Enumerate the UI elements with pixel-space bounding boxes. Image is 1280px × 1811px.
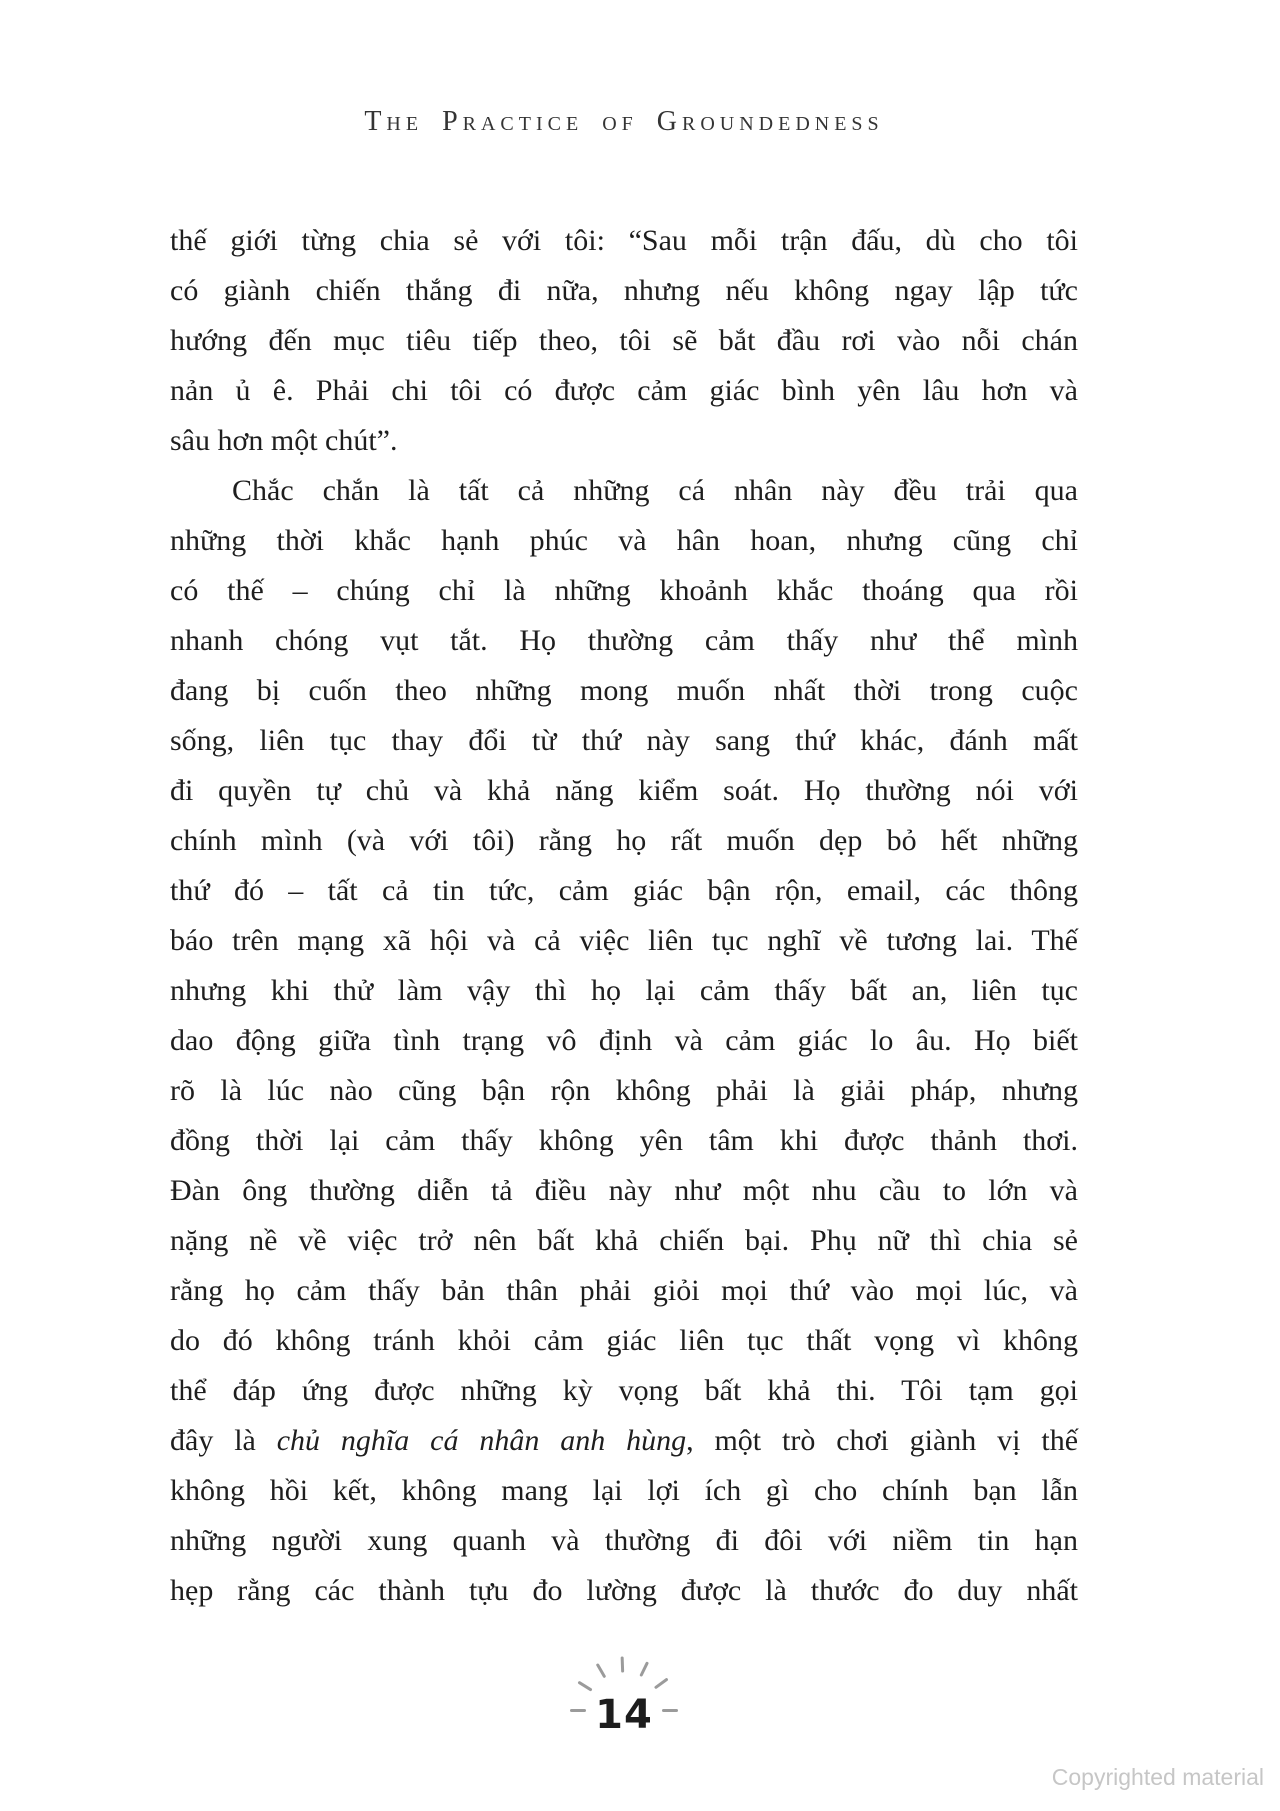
- page-number-ornament: [539, 1642, 709, 1738]
- text-line: nhanh chóng vụt tắt. Họ thường cảm thấy như thể mình: [170, 624, 1078, 657]
- text-line: sống, liên tục thay đổi từ thứ này sang thứ khác, đánh mất: [170, 724, 1078, 757]
- ray-tick: [621, 1656, 625, 1672]
- ray-tick: [596, 1662, 607, 1677]
- text-line: rõ là lúc nào cũng bận rộn không phải là giải pháp, nhưng: [170, 1074, 1078, 1107]
- text-line: thứ đó – tất cả tin tức, cảm giác bận rộn, email, các thông: [170, 874, 1078, 907]
- ray-tick: [662, 1709, 678, 1712]
- paragraph-1: [170, 216, 1078, 466]
- italic-phrase: chủ nghĩa cá nhân anh hùng: [276, 1424, 687, 1457]
- text-line: báo trên mạng xã hội và cả việc liên tục nghĩ về tương lai. Thế: [170, 924, 1078, 957]
- text-segment: đây là: [170, 1424, 277, 1457]
- text-line: hướng đến mục tiêu tiếp theo, tôi sẽ bắt đầu rơi vào nỗi chán: [170, 324, 1078, 357]
- text-line: hẹp rằng các thành tựu đo lường được là thước đo duy nhất: [170, 1574, 1078, 1607]
- text-line: nản ủ ê. Phải chi tôi có được cảm giác bình yên lâu hơn và: [170, 374, 1078, 407]
- text-line: những người xung quanh và thường đi đôi với niềm tin hạn: [170, 1524, 1078, 1557]
- page-body: [170, 216, 1078, 1616]
- ray-tick: [654, 1677, 669, 1689]
- text-line: những thời khắc hạnh phúc và hân hoan, nhưng cũng chỉ: [170, 524, 1078, 557]
- text-line: đồng thời lại cảm thấy không yên tâm khi được thảnh thơi.: [170, 1124, 1078, 1157]
- ray-tick: [577, 1680, 592, 1691]
- book-title: The Practice of Groundedness: [364, 106, 884, 137]
- text-line: đang bị cuốn theo những mong muốn nhất thời trong cuộc: [170, 674, 1078, 707]
- text-line: Chắc chắn là tất cả những cá nhân này đều trải qua: [232, 474, 1078, 507]
- page-footer: [170, 1642, 1078, 1738]
- text-line: dao động giữa tình trạng vô định và cảm giác lo âu. Họ biết: [170, 1024, 1078, 1057]
- text-line: do đó không tránh khỏi cảm giác liên tục thất vọng vì không: [170, 1324, 1078, 1357]
- text-line: sâu hơn một chút”.: [170, 424, 398, 457]
- text-line: thế giới từng chia sẻ với tôi: “Sau mỗi trận đấu, dù cho tôi: [170, 224, 1078, 257]
- ray-tick: [639, 1661, 649, 1677]
- text-line-with-italic: [170, 1416, 1078, 1466]
- ray-tick: [570, 1709, 586, 1712]
- running-header: [170, 102, 1078, 142]
- page-number: 14: [595, 1692, 653, 1738]
- text-line: nhưng khi thử làm vậy thì họ lại cảm thấy bất an, liên tục: [170, 974, 1078, 1007]
- text-line: có giành chiến thắng đi nữa, nhưng nếu không ngay lập tức: [170, 274, 1078, 307]
- text-line: Đàn ông thường diễn tả điều này như một nhu cầu to lớn và: [170, 1174, 1078, 1207]
- text-line: có thế – chúng chỉ là những khoảnh khắc thoáng qua rồi: [170, 574, 1078, 607]
- text-line: chính mình (và với tôi) rằng họ rất muốn dẹp bỏ hết những: [170, 824, 1078, 857]
- paragraph-2: [170, 466, 1078, 1616]
- text-line: không hồi kết, không mang lại lợi ích gì cho chính bạn lẫn: [170, 1474, 1078, 1507]
- copyright-watermark: Copyrighted material: [1051, 1764, 1264, 1790]
- text-line: thể đáp ứng được những kỳ vọng bất khả thi. Tôi tạm gọi: [170, 1374, 1078, 1407]
- text-line: đi quyền tự chủ và khả năng kiểm soát. Họ thường nói với: [170, 774, 1078, 807]
- text-line: rằng họ cảm thấy bản thân phải giỏi mọi thứ vào mọi lúc, và: [170, 1274, 1078, 1307]
- text-line: nặng nề về việc trở nên bất khả chiến bại. Phụ nữ thì chia sẻ: [170, 1224, 1078, 1257]
- text-segment: , một trò chơi giành vị thế: [686, 1424, 1079, 1457]
